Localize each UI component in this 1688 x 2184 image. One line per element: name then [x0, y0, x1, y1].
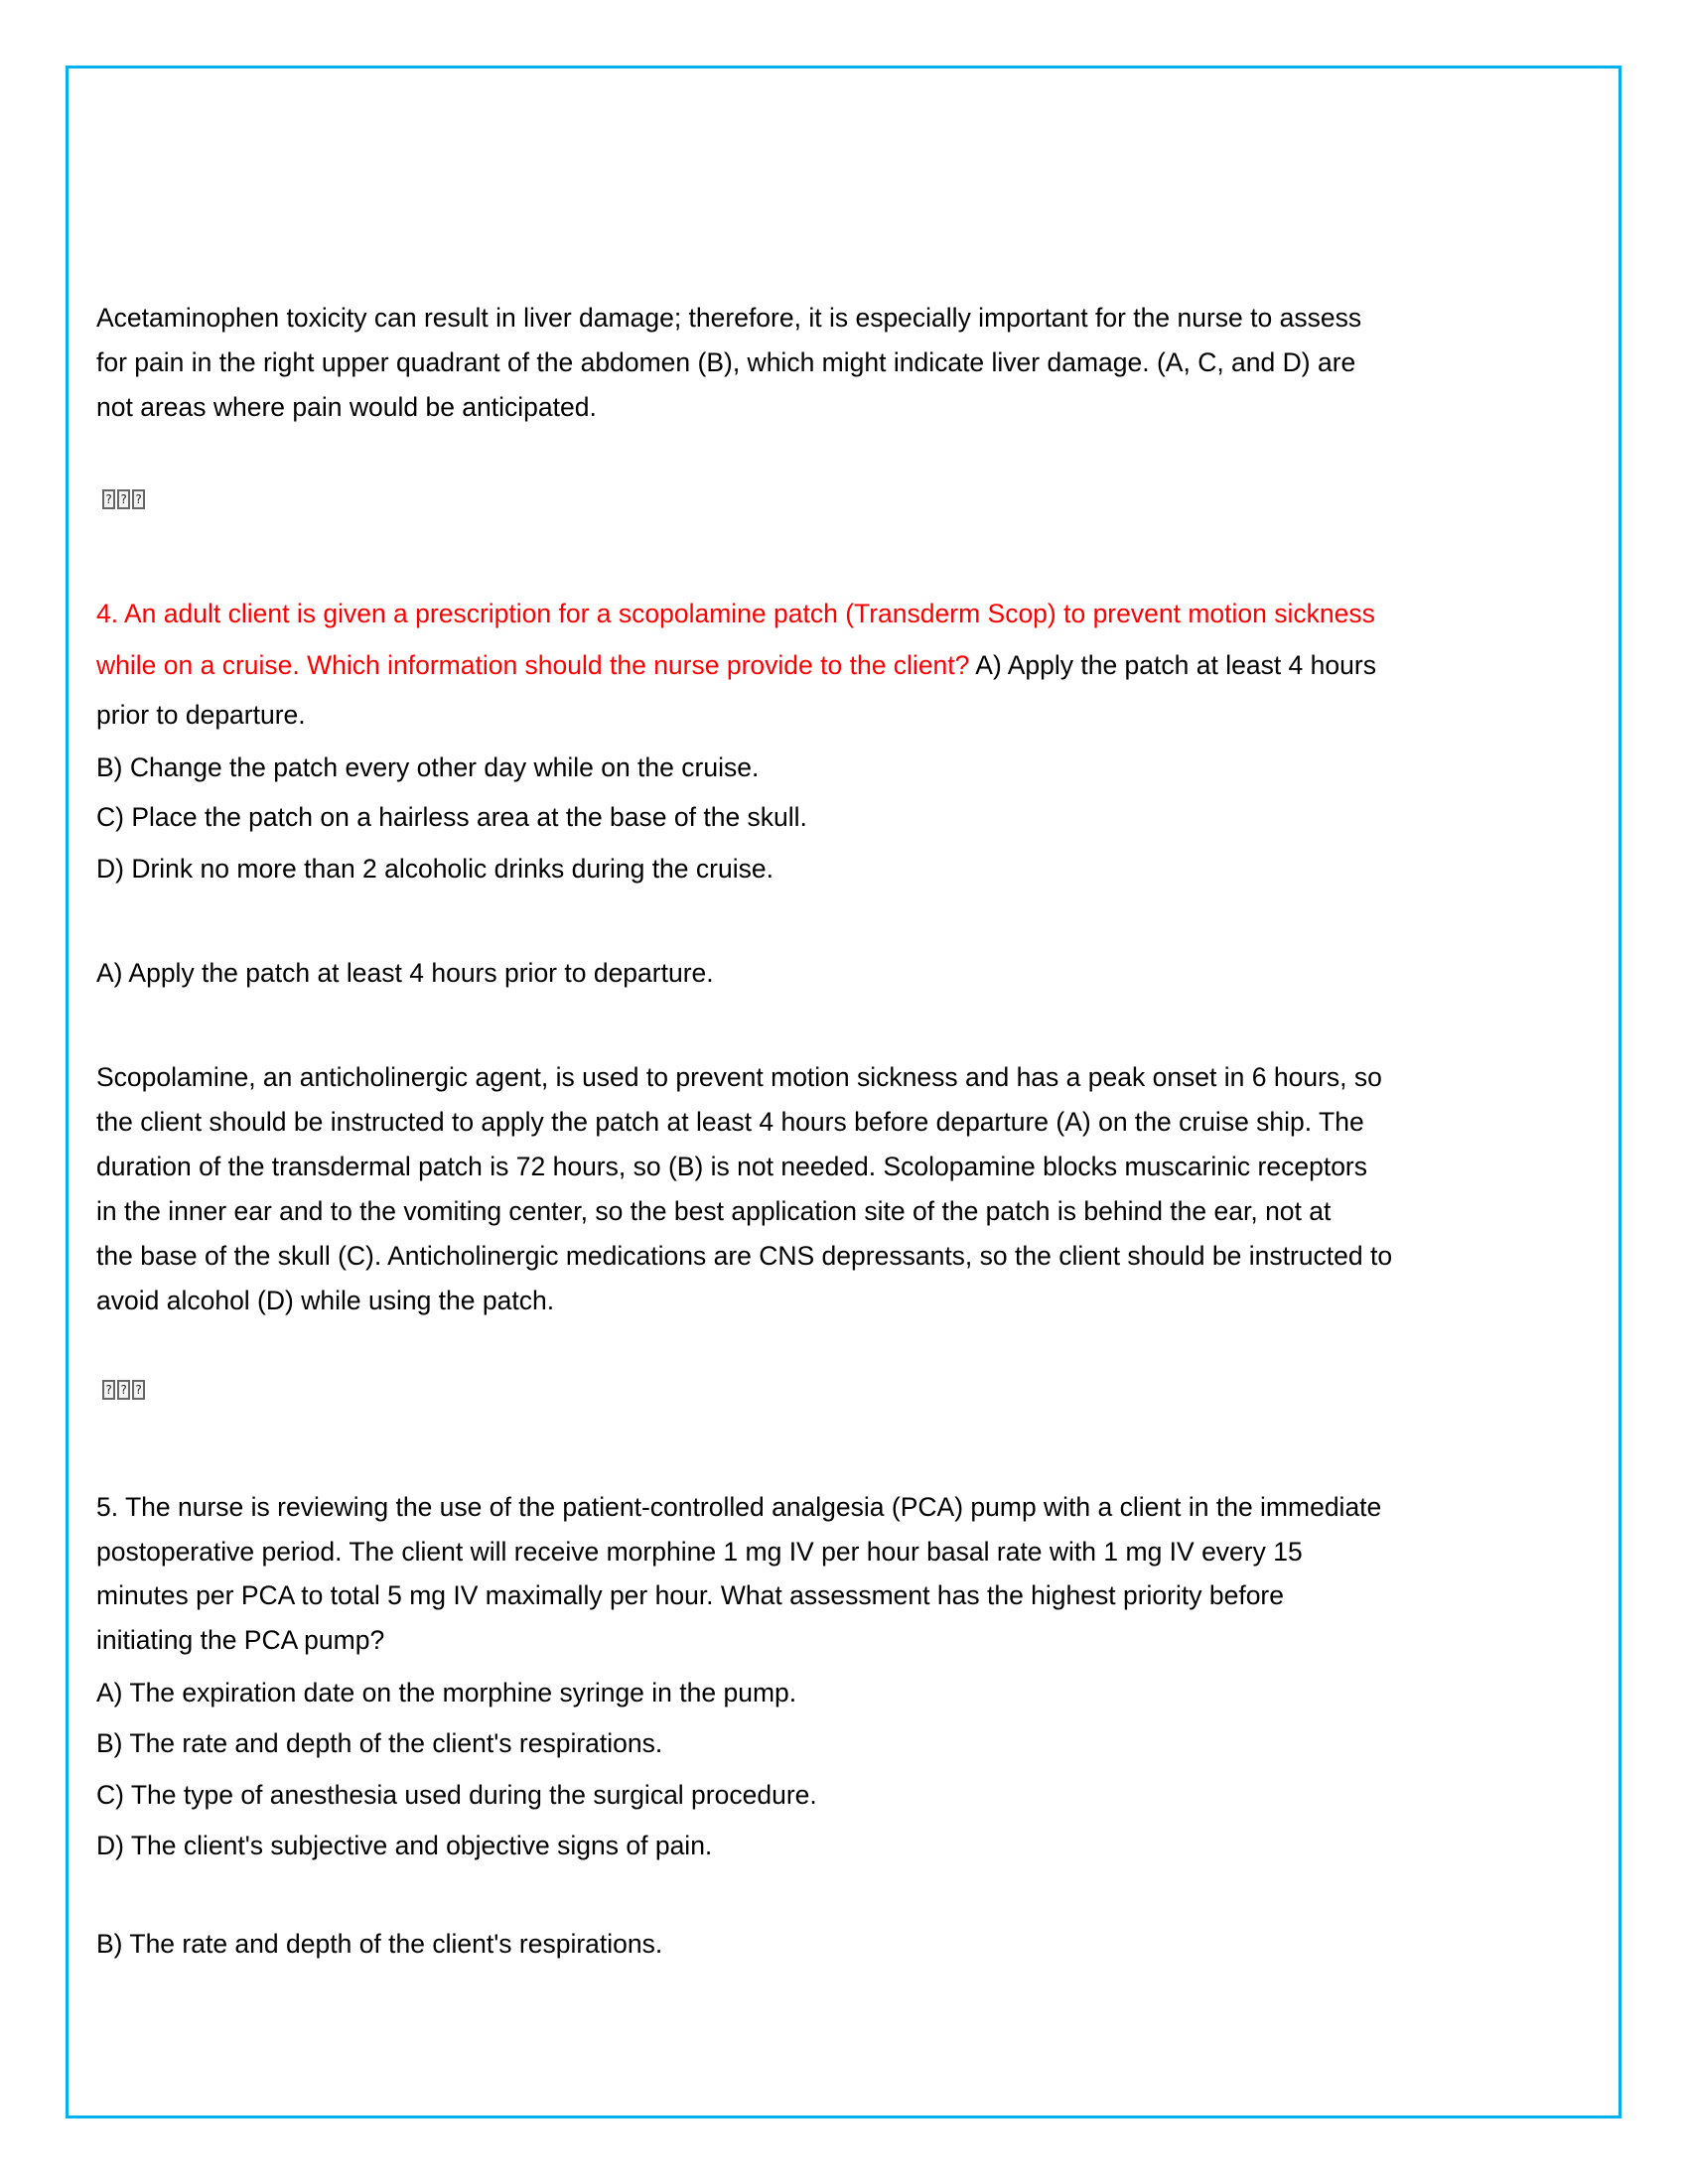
- missing-glyph-icon: ?: [132, 489, 145, 509]
- rationale-line: Scopolamine, an anticholinergic agent, is used to prevent motion sickness and has a peak onset in 6 hours, so: [96, 1062, 1382, 1092]
- missing-glyph-icon: ?: [117, 1380, 130, 1400]
- answer: A) Apply the patch at least 4 hours prior to departure.: [96, 958, 714, 988]
- rationale-line: in the inner ear and to the vomiting center, so the best application site of the patch is behind the ear, not at: [96, 1196, 1332, 1226]
- missing-glyph-separator: [102, 1380, 145, 1400]
- option-d: D) Drink no more than 2 alcoholic drinks during the cruise.: [96, 854, 774, 884]
- explanation-line: Acetaminophen toxicity can result in liver damage; therefore, it is especially important for the nurse to assess: [96, 303, 1362, 333]
- explanation-line: for pain in the right upper quadrant of the abdomen (B), which might indicate liver damage. (A, C, and D) are: [96, 347, 1356, 377]
- answer: B) The rate and depth of the client's respirations.: [96, 1929, 663, 1959]
- missing-glyph-icon: ?: [132, 1380, 145, 1400]
- option-c: C) The type of anesthesia used during the surgical procedure.: [96, 1780, 817, 1810]
- rationale-line: the base of the skull (C). Anticholinergic medications are CNS depressants, so the client should be instructed to: [96, 1241, 1393, 1271]
- question-stem: initiating the PCA pump?: [96, 1625, 385, 1655]
- question-stem-line: [96, 652, 1376, 679]
- option-a: A) Apply the patch at least 4 hours: [969, 650, 1376, 680]
- question-stem: 4. An adult client is given a prescription for a scopolamine patch (Transderm Scop) to prevent motion sickness: [96, 599, 1375, 628]
- missing-glyph-icon: ?: [117, 489, 130, 509]
- option-a: A) The expiration date on the morphine syringe in the pump.: [96, 1678, 797, 1707]
- option-b: B) The rate and depth of the client's respirations.: [96, 1728, 663, 1758]
- rationale-line: avoid alcohol (D) while using the patch.: [96, 1286, 555, 1315]
- rationale-line: the client should be instructed to apply the patch at least 4 hours before departure (A) on the cruise ship. The: [96, 1107, 1364, 1137]
- question-stem: 5. The nurse is reviewing the use of the patient-controlled analgesia (PCA) pump with a client in the immediate: [96, 1492, 1382, 1522]
- option-a-continued: prior to departure.: [96, 700, 306, 730]
- missing-glyph-icon: ?: [102, 1380, 115, 1400]
- question-stem: minutes per PCA to total 5 mg IV maximally per hour. What assessment has the highest priority before: [96, 1580, 1284, 1610]
- rationale-line: duration of the transdermal patch is 72 hours, so (B) is not needed. Scolopamine blocks muscarinic receptors: [96, 1152, 1368, 1181]
- option-b: B) Change the patch every other day while on the cruise.: [96, 752, 760, 782]
- question-stem: while on a cruise. Which information should the nurse provide to the client?: [96, 650, 970, 680]
- option-c: C) Place the patch on a hairless area at the base of the skull.: [96, 802, 807, 832]
- missing-glyph-separator: [102, 489, 145, 509]
- question-stem: postoperative period. The client will receive morphine 1 mg IV per hour basal rate with 1 mg IV every 15: [96, 1537, 1303, 1567]
- missing-glyph-icon: ?: [102, 489, 115, 509]
- option-d: D) The client's subjective and objective signs of pain.: [96, 1831, 713, 1860]
- explanation-line: not areas where pain would be anticipated.: [96, 392, 597, 422]
